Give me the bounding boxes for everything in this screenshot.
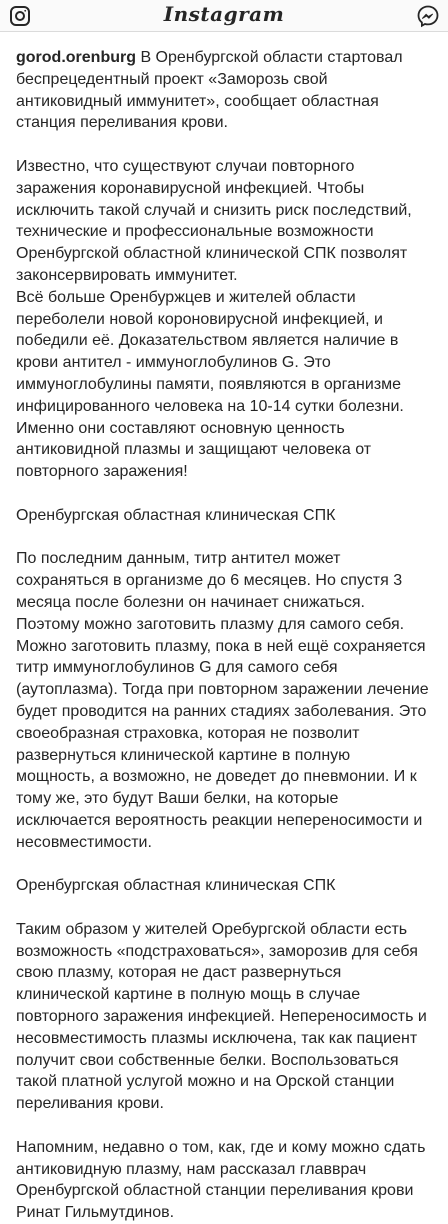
caption-paragraph: [16, 1137, 440, 1224]
caption-line: [16, 1028, 440, 1050]
caption-line: [16, 832, 440, 854]
caption-line: [16, 439, 440, 461]
caption-text: антиковидный иммунитет», сообщает областная: [16, 92, 379, 110]
caption-text: получит свои собственные белки. Воспользоваться: [16, 1051, 399, 1069]
caption-text: клинической картине в полную мощь в случае: [16, 986, 361, 1004]
caption-text: (аутоплазма). Тогда при повторном заражении лечение: [16, 681, 429, 699]
caption-line: [16, 418, 440, 440]
caption-text: Оренбургской областной клинической СПК позволят: [16, 245, 408, 263]
caption-text: антиковидную плазму, нам рассказал главврач: [16, 1160, 367, 1178]
caption-line: [16, 1180, 440, 1202]
caption-line: [16, 352, 440, 374]
caption-text: титр иммуноглобулинов G для самого себя: [16, 659, 338, 677]
top-bar: [0, 0, 448, 32]
caption-line: [16, 592, 440, 614]
caption-text: Поэтому можно заготовить плазму для самого себя.: [16, 615, 405, 633]
caption-line: [16, 374, 440, 396]
caption-line: [16, 984, 440, 1006]
caption-text: будет проводится на ранних стадиях заболевания. Это: [16, 702, 427, 720]
caption-paragraph: [16, 548, 440, 853]
caption-text: станция переливания крови.: [16, 114, 228, 132]
caption-text: Можно заготовить плазму, пока в ней ещё сохраняется: [16, 637, 426, 655]
caption-line: [16, 461, 440, 483]
caption-line: [16, 875, 440, 897]
caption-line: [16, 156, 440, 178]
caption-line: [16, 636, 440, 658]
caption-text: антиковидной плазмы и защищают человека от: [16, 441, 372, 459]
caption-line: [16, 1093, 440, 1115]
caption-text: технические и профессиональные возможности: [16, 223, 374, 241]
caption-line: [16, 810, 440, 832]
caption-line: [16, 505, 440, 527]
caption-line: [16, 962, 440, 984]
caption-line: [16, 766, 440, 788]
caption-text: Оренбургская областная клиническая СПК: [16, 506, 336, 524]
caption-line: [16, 1071, 440, 1093]
caption-text: Напомним, недавно о том, как, где и кому можно сдать: [16, 1138, 426, 1156]
caption-line: [16, 614, 440, 636]
caption-line: [16, 679, 440, 701]
caption-line: [16, 47, 440, 69]
caption-paragraph: [16, 505, 440, 527]
caption-text: беспрецедентный проект «Заморозь свой: [16, 70, 328, 88]
caption-line: [16, 396, 440, 418]
caption-text: По последним данным, титр антител может: [16, 550, 341, 568]
post-caption: [16, 47, 440, 1224]
caption-paragraph: [16, 47, 440, 134]
caption-text: развернуться клинической картине в полную: [16, 746, 351, 764]
caption-line: [16, 309, 440, 331]
caption-line: [16, 570, 440, 592]
caption-line: [16, 69, 440, 91]
caption-text: законсервировать иммунитет.: [16, 266, 238, 284]
caption-text: несовместимости.: [16, 833, 152, 851]
caption-line: [16, 1050, 440, 1072]
caption-paragraph: [16, 919, 440, 1115]
caption-paragraph: [16, 156, 440, 483]
caption-line: [16, 287, 440, 309]
caption-line: [16, 265, 440, 287]
caption-line: [16, 1137, 440, 1159]
caption-text: крови антител - иммуноглобулинов G. Это: [16, 354, 331, 372]
caption-text: исключается вероятность реакции непереносимости и: [16, 811, 423, 829]
caption-line: [16, 1006, 440, 1028]
caption-text: исключить такой случай и снизить риск последствий,: [16, 201, 412, 219]
caption-line: [16, 548, 440, 570]
caption-text: Известно, что существуют случаи повторного: [16, 157, 355, 175]
caption-line: [16, 1202, 440, 1224]
caption-text: месяца после болезни он начинает снижаться.: [16, 593, 365, 611]
caption-line: [16, 221, 440, 243]
caption-text: сохраняться в организме до 6 месяцев. Но спустя 3: [16, 572, 403, 590]
caption-text: Оренбургская областная клиническая СПК: [16, 877, 336, 895]
caption-line: [16, 701, 440, 723]
caption-line: [16, 723, 440, 745]
messenger-icon[interactable]: [412, 0, 444, 32]
caption-text: возможность «подстраховаться», заморозив для себя: [16, 942, 418, 960]
caption-text: переболели новой короновирусной инфекцией, и: [16, 310, 383, 328]
caption-text: повторного заражения!: [16, 463, 188, 481]
caption-paragraph: [16, 875, 440, 897]
caption-text: Всё больше Оренбуржцев и жителей области: [16, 288, 356, 306]
caption-text: Таким образом у жителей Оребургской области есть: [16, 920, 408, 938]
caption-line: [16, 941, 440, 963]
caption-text: Оренбургской областной станции переливания крови: [16, 1182, 414, 1200]
caption-line: [16, 112, 440, 134]
caption-line: [16, 788, 440, 810]
caption-line: [16, 330, 440, 352]
caption-text: тому же, это будут Ваши белки, на которые: [16, 790, 339, 808]
caption-text: заражения коронавирусной инфекцией. Чтобы: [16, 179, 365, 197]
caption-text: Ринат Гильмутдинов.: [16, 1204, 175, 1222]
caption-line: [16, 91, 440, 113]
caption-text: такой платной услугой можно и на Орской станции: [16, 1073, 395, 1091]
caption-line: [16, 657, 440, 679]
caption-text: победили её. Доказательством является наличие в: [16, 332, 399, 350]
caption-text: своеобразная страховка, которая не позволит: [16, 724, 360, 742]
caption-text: мощность, а возможно, не доведет до пневмонии. И к: [16, 768, 417, 786]
post-username[interactable]: gorod.orenburg: [16, 49, 136, 66]
caption-text: инфицированного человека на 10-14 сутки болезни.: [16, 397, 404, 415]
caption-text: В Оренбургской области стартовал: [140, 49, 403, 66]
caption-line: [16, 745, 440, 767]
instagram-logo[interactable]: Instagram: [163, 2, 285, 26]
caption-line: [16, 243, 440, 265]
caption-text: иммуноглобулины памяти, появляются в организме: [16, 375, 402, 393]
caption-line: [16, 1159, 440, 1181]
caption-text: повторного заражения инфекцией. Непереносимость и: [16, 1008, 427, 1026]
caption-line: [16, 200, 440, 222]
caption-text: свою плазму, которая не даст развернуться: [16, 964, 342, 982]
caption-line: [16, 919, 440, 941]
caption-text: Именно они составляют основную ценность: [16, 419, 345, 437]
caption-text: несовместимость плазмы исключена, так как пациент: [16, 1029, 418, 1047]
caption-text: переливания крови.: [16, 1095, 164, 1113]
caption-line: [16, 178, 440, 200]
